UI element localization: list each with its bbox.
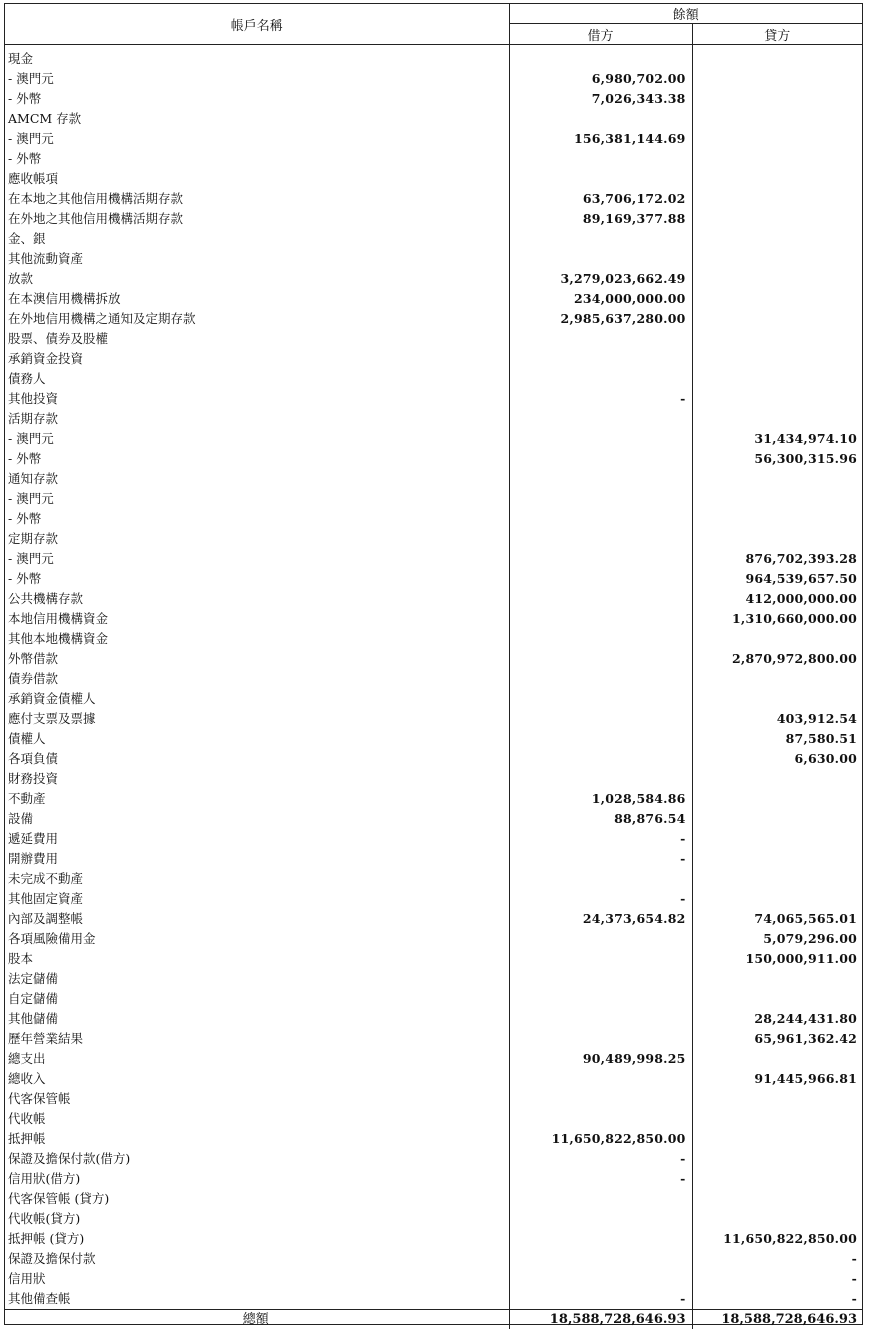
debit-amount: - [509,1289,692,1310]
credit-amount [692,1049,862,1069]
account-name: 金、銀 [5,229,509,249]
table-row [5,289,862,309]
table-row [5,1209,862,1229]
debit-amount [509,169,692,189]
account-name: 定期存款 [5,529,509,549]
table-row [5,409,862,429]
credit-amount [692,329,862,349]
credit-amount: - [851,1251,858,1266]
credit-amount [692,469,862,489]
table-row [5,929,862,949]
account-name: - 外幣 [5,449,509,469]
table-row [5,369,862,389]
table-row [5,1249,862,1269]
table-row [5,909,862,929]
account-name: 其他固定資產 [5,889,509,909]
account-name: 在本澳信用機構拆放 [5,289,509,309]
debit-amount [509,369,692,389]
account-name: - 澳門元 [5,489,509,509]
credit-amount [692,45,862,70]
account-name: - 外幣 [5,509,509,529]
credit-amount: 2,870,972,800.00 [732,651,858,666]
debit-amount: - [509,849,692,869]
debit-amount [509,729,692,749]
credit-amount [692,169,862,189]
debit-amount [509,1089,692,1109]
account-name: 保證及擔保付款 [5,1249,509,1269]
debit-amount [509,749,692,769]
table-row [5,389,862,409]
debit-amount: 63,706,172.02 [509,189,692,209]
debit-amount: - [509,889,692,909]
table-row [5,149,862,169]
table-row [5,829,862,849]
account-name: 自定儲備 [5,989,509,1009]
table-row [5,1009,862,1029]
table-row [5,1029,862,1049]
table-row [5,489,862,509]
credit-amount [692,189,862,209]
account-name: 外幣借款 [5,649,509,669]
table-row [5,769,862,789]
credit-amount [692,969,862,989]
table-row [5,129,862,149]
credit-amount [692,349,862,369]
credit-amount [692,529,862,549]
credit-amount: 11,650,822,850.00 [723,1231,858,1246]
account-name: 內部及調整帳 [5,909,509,929]
credit-amount: 964,539,657.50 [745,571,858,586]
table-row [5,1049,862,1069]
credit-amount [692,1149,862,1169]
credit-amount [692,769,862,789]
debit-amount [509,1209,692,1229]
credit-amount: - [851,1291,858,1306]
credit-amount [692,509,862,529]
credit-amount [692,249,862,269]
account-name: 代收帳(貸方) [5,1209,509,1229]
total-debit: 18,588,728,646.93 [509,1310,692,1330]
table-row [5,689,862,709]
account-name: 各項風險備用金 [5,929,509,949]
account-name: 信用狀(借方) [5,1169,509,1189]
credit-amount [692,89,862,109]
credit-amount [692,1209,862,1229]
credit-amount [692,989,862,1009]
table-row [5,869,862,889]
credit-amount: 91,445,966.81 [754,1071,858,1086]
debit-amount [509,549,692,569]
credit-amount [692,1089,862,1109]
table-row [5,709,862,729]
table-row [5,749,862,769]
account-name: 在本地之其他信用機構活期存款 [5,189,509,209]
table-row [5,809,862,829]
table-row [5,729,862,749]
table-row [5,69,862,89]
debit-amount [509,689,692,709]
table-row [5,1189,862,1209]
table-row [5,249,862,269]
credit-amount: 403,912.54 [776,711,858,726]
table-row [5,989,862,1009]
credit-amount: 31,434,974.10 [754,431,858,446]
credit-amount [692,689,862,709]
table-row [5,789,862,809]
account-name: 遞延費用 [5,829,509,849]
table-row [5,1169,862,1189]
table-row [5,589,862,609]
table-row [5,1089,862,1109]
table-row [5,609,862,629]
credit-amount [692,1129,862,1149]
account-name: 應付支票及票據 [5,709,509,729]
debit-amount: 1,028,584.86 [509,789,692,809]
account-name: 代收帳 [5,1109,509,1129]
debit-amount [509,629,692,649]
debit-amount [509,989,692,1009]
debit-amount [509,109,692,129]
credit-amount: 6,630.00 [794,751,858,766]
debit-amount [509,349,692,369]
credit-header: 貸方 [692,24,862,45]
table-row [5,169,862,189]
debit-amount [509,1249,692,1269]
debit-amount: 89,169,377.88 [509,209,692,229]
account-rows [5,45,862,1310]
credit-amount: 74,065,565.01 [754,911,858,926]
credit-amount: 56,300,315.96 [754,451,858,466]
account-name: 在外地信用機構之通知及定期存款 [5,309,509,329]
credit-amount: 28,244,431.80 [754,1011,858,1026]
table-row [5,309,862,329]
table-row [5,889,862,909]
debit-amount [509,649,692,669]
table-row [5,349,862,369]
table-row [5,669,862,689]
debit-amount [509,949,692,969]
table-row [5,629,862,649]
debit-amount: 7,026,343.38 [509,89,692,109]
table-row [5,189,862,209]
credit-amount [692,229,862,249]
account-name: 代客保管帳 (貸方) [5,1189,509,1209]
credit-amount [692,209,862,229]
debit-amount: 6,980,702.00 [509,69,692,89]
debit-amount [509,489,692,509]
debit-amount [509,1029,692,1049]
table-row [5,1109,862,1129]
debit-amount: - [509,389,692,409]
debit-amount: - [509,1149,692,1169]
account-name: 抵押帳 (貸方) [5,1229,509,1249]
table-row [5,45,862,70]
credit-amount [692,849,862,869]
credit-amount [692,809,862,829]
account-name: 設備 [5,809,509,829]
table-row [5,269,862,289]
debit-amount [509,529,692,549]
account-name: 代客保管帳 [5,1089,509,1109]
account-name: 總收入 [5,1069,509,1089]
debit-amount [509,609,692,629]
credit-amount [692,149,862,169]
debit-amount [509,769,692,789]
account-name: 信用狀 [5,1269,509,1289]
account-name: 開辦費用 [5,849,509,869]
account-name: 各項負債 [5,749,509,769]
debit-amount [509,449,692,469]
credit-amount: - [851,1271,858,1286]
table-row [5,429,862,449]
credit-amount: 150,000,911.00 [745,951,858,966]
credit-amount [692,1189,862,1209]
table-row [5,969,862,989]
debit-amount [509,969,692,989]
table-row [5,229,862,249]
account-name: 承銷資金債權人 [5,689,509,709]
credit-amount [692,309,862,329]
account-name: 在外地之其他信用機構活期存款 [5,209,509,229]
debit-amount [509,669,692,689]
debit-amount [509,229,692,249]
debit-amount: 24,373,654.82 [509,909,692,929]
credit-amount [692,389,862,409]
table-footer [5,1310,862,1330]
debit-amount [509,249,692,269]
table-row [5,1289,862,1310]
table-row [5,89,862,109]
debit-amount [509,1269,692,1289]
credit-amount: 876,702,393.28 [745,551,858,566]
debit-amount [509,929,692,949]
debit-amount [509,1009,692,1029]
credit-amount [692,269,862,289]
table-row [5,649,862,669]
account-name: - 外幣 [5,89,509,109]
debit-amount [509,709,692,729]
account-name: 活期存款 [5,409,509,429]
account-name: 債權人 [5,729,509,749]
credit-amount [692,889,862,909]
debit-amount: 234,000,000.00 [509,289,692,309]
debit-amount: 3,279,023,662.49 [509,269,692,289]
credit-amount [692,69,862,89]
table-row [5,509,862,529]
debit-amount [509,149,692,169]
account-name: - 澳門元 [5,69,509,89]
debit-amount [509,1069,692,1089]
debit-amount [509,469,692,489]
debit-amount [509,429,692,449]
table-row [5,1229,862,1249]
account-name: 保證及擔保付款(借方) [5,1149,509,1169]
debit-amount [509,329,692,349]
debit-amount: - [509,829,692,849]
debit-amount: 88,876.54 [509,809,692,829]
account-name: 其他投資 [5,389,509,409]
debit-amount [509,509,692,529]
account-name: 其他備查帳 [5,1289,509,1310]
credit-amount: 5,079,296.00 [763,931,858,946]
account-name: 股本 [5,949,509,969]
table-row [5,209,862,229]
account-name: 通知存款 [5,469,509,489]
credit-amount [692,129,862,149]
account-name: - 外幣 [5,149,509,169]
debit-amount [509,45,692,70]
account-name: 抵押帳 [5,1129,509,1149]
credit-amount [692,829,862,849]
table-row [5,449,862,469]
debit-header: 借方 [509,24,692,45]
debit-amount [509,1189,692,1209]
debit-amount: 11,650,822,850.00 [509,1129,692,1149]
table-row [5,1149,862,1169]
credit-amount [692,629,862,649]
trial-balance-sheet [4,3,863,1325]
debit-amount [509,409,692,429]
table-row [5,109,862,129]
account-name: 未完成不動產 [5,869,509,889]
credit-amount [692,109,862,129]
table-row [5,849,862,869]
account-name: 歷年營業結果 [5,1029,509,1049]
table-header [5,4,862,45]
table-row [5,1069,862,1089]
table-row [5,549,862,569]
account-name: - 澳門元 [5,429,509,449]
table-row [5,949,862,969]
account-name: 其他儲備 [5,1009,509,1029]
total-credit: 18,588,728,646.93 [692,1310,862,1330]
debit-amount [509,1229,692,1249]
table-row [5,469,862,489]
account-name: - 澳門元 [5,549,509,569]
trial-balance-table [5,4,862,1329]
account-name: 應收帳項 [5,169,509,189]
credit-amount [692,289,862,309]
account-name: 不動產 [5,789,509,809]
account-name-header: 帳戶名稱 [5,4,509,45]
credit-amount [692,489,862,509]
debit-amount [509,869,692,889]
account-name: 其他本地機構資金 [5,629,509,649]
account-name: 其他流動資產 [5,249,509,269]
account-name: 股票、債券及股權 [5,329,509,349]
credit-amount [692,869,862,889]
account-name: 現金 [5,45,509,70]
debit-amount: 2,985,637,280.00 [509,309,692,329]
total-label: 總額 [5,1310,509,1330]
credit-amount: 1,310,660,000.00 [732,611,858,626]
account-name: 放款 [5,269,509,289]
total-row [5,1310,862,1330]
debit-amount [509,589,692,609]
account-name: 公共機構存款 [5,589,509,609]
debit-amount: - [509,1169,692,1189]
debit-amount: 156,381,144.69 [509,129,692,149]
account-name: 本地信用機構資金 [5,609,509,629]
credit-amount [692,369,862,389]
account-name: 承銷資金投資 [5,349,509,369]
table-row [5,569,862,589]
credit-amount [692,1169,862,1189]
credit-amount [692,409,862,429]
table-row [5,1129,862,1149]
credit-amount [692,789,862,809]
balance-header: 餘額 [509,4,862,24]
account-name: 法定儲備 [5,969,509,989]
credit-amount: 412,000,000.00 [745,591,858,606]
account-name: 債券借款 [5,669,509,689]
table-row [5,329,862,349]
account-name: 財務投資 [5,769,509,789]
credit-amount: 65,961,362.42 [754,1031,858,1046]
account-name: 總支出 [5,1049,509,1069]
debit-amount [509,1109,692,1129]
credit-amount: 87,580.51 [785,731,858,746]
debit-amount [509,569,692,589]
account-name: AMCM 存款 [5,109,509,129]
account-name: - 澳門元 [5,129,509,149]
table-row [5,1269,862,1289]
credit-amount [692,669,862,689]
table-row [5,529,862,549]
credit-amount [692,1109,862,1129]
debit-amount: 90,489,998.25 [509,1049,692,1069]
account-name: 債務人 [5,369,509,389]
account-name: - 外幣 [5,569,509,589]
